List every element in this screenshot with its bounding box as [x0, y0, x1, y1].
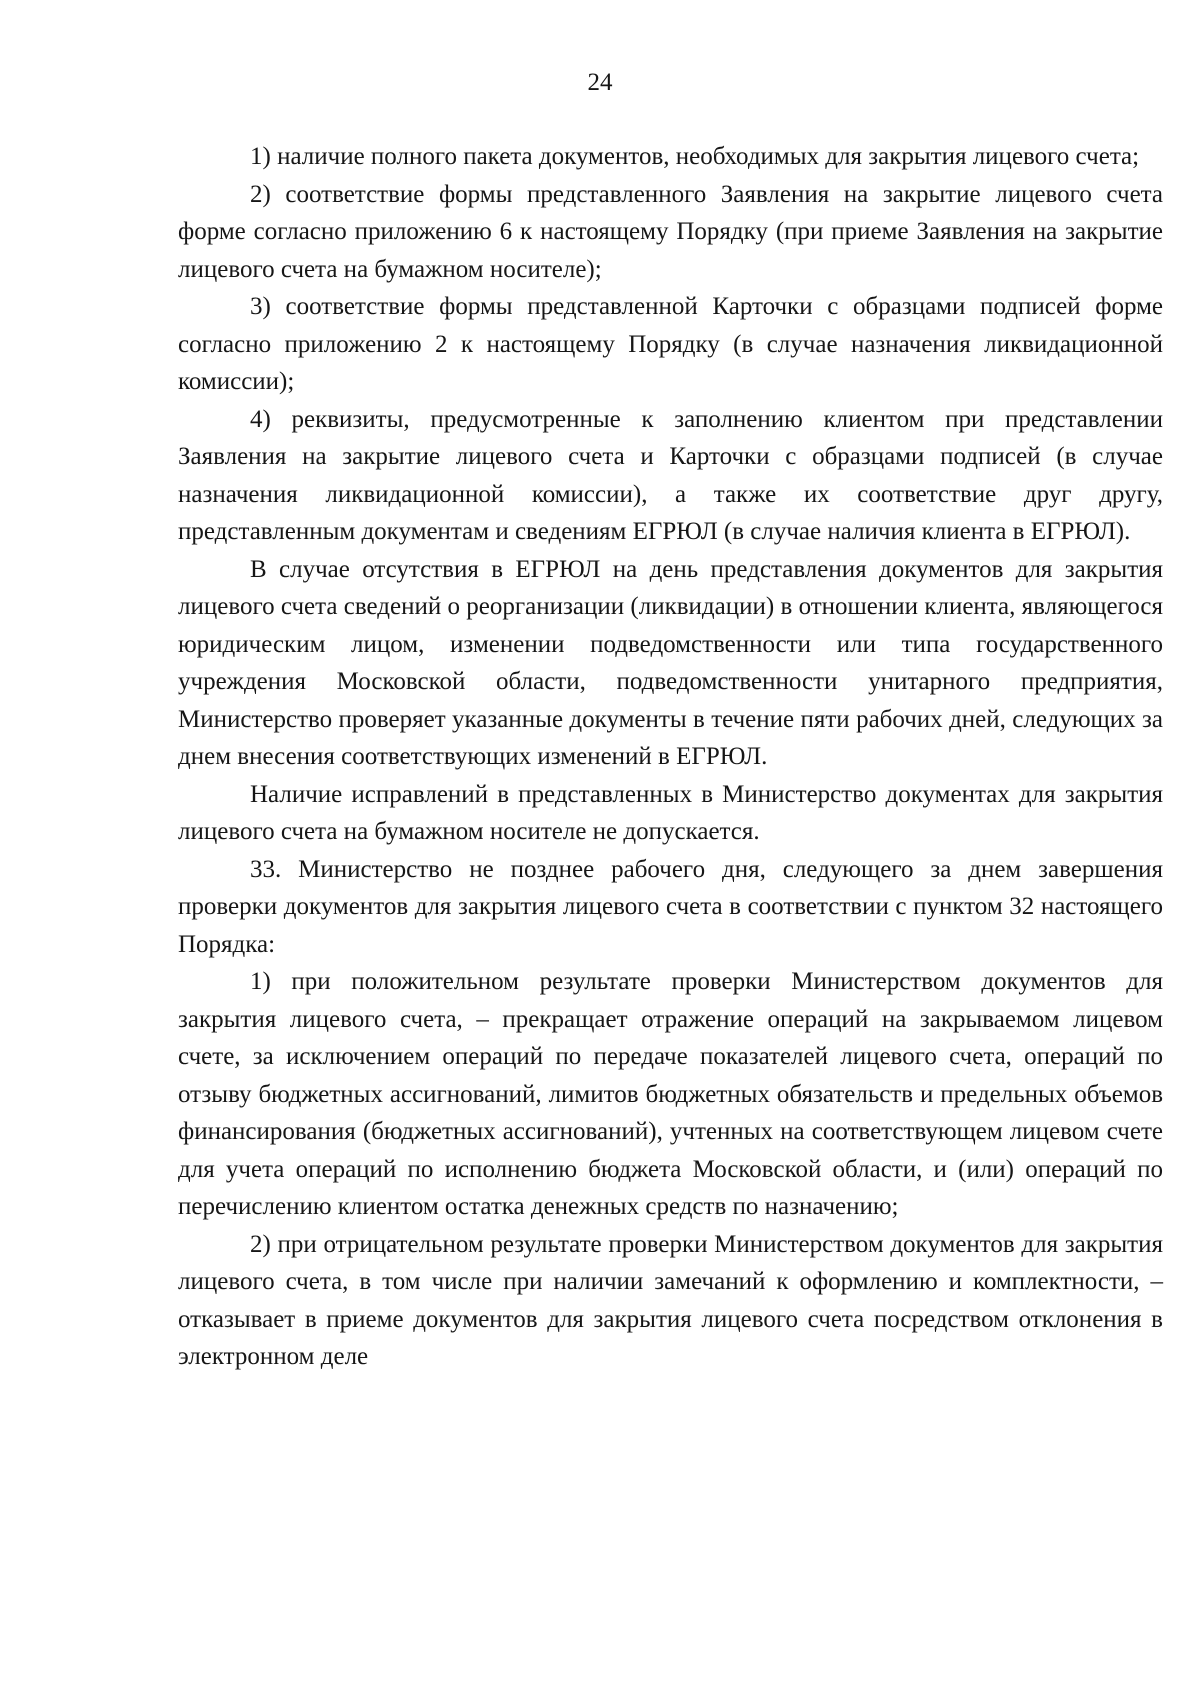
paragraph-corrections: Наличие исправлений в представленных в Министерство документах для закрытия лицевого счета на бумажном носителе не допускается. [178, 780, 1163, 845]
page-number: 24 [587, 69, 613, 96]
document-body [178, 138, 1163, 1376]
paragraph-item-4: 4) реквизиты, предусмотренные к заполнению клиентом при представлении Заявления на закрытие лицевого счета и Карточки с образцами подписей (в случае назначения ликвидационной комиссии), а также их соответствие друг другу, представленным документам и сведениям ЕГРЮЛ (в случае наличия клиента в ЕГРЮЛ). [178, 405, 1163, 545]
paragraph-item-3: 3) соответствие формы представленной Карточки с образцами подписей форме согласно приложению 2 к настоящему Порядку (в случае назначения ликвидационной комиссии); [178, 293, 1163, 395]
paragraph-positive-result: 1) при положительном результате проверки Министерством документов для закрытия лицевого счета, – прекращает отражение операций на закрываемом лицевом счете, за исключением операций по передаче показателей лицевого счета, операций по отзыву бюджетных ассигнований, лимитов бюджетных обязательств и предельных объемов финансирования (бюджетных ассигнований), учтенных на соответствующем лицевом счете для учета операций по исполнению бюджета Московской области, и (или) операций по перечислению клиентом остатка денежных средств по назначению; [178, 968, 1163, 1220]
paragraph-egrul-absence: В случае отсутствия в ЕГРЮЛ на день представления документов для закрытия лицевого счета сведений о реорганизации (ликвидации) в отношении клиента, являющегося юридическим лицом, изменении подведомственности или типа государственного учреждения Московской области, подведомственности унитарного предприятия, Министерство проверяет указанные документы в течение пяти рабочих дней, следующих за днем внесения соответствующих изменений в ЕГРЮЛ. [178, 555, 1163, 770]
paragraph-clause-33: 33. Министерство не позднее рабочего дня, следующего за днем завершения проверки документов для закрытия лицевого счета в соответствии с пунктом 32 настоящего Порядка: [178, 855, 1163, 958]
paragraph-negative-result: 2) при отрицательном результате проверки Министерством документов для закрытия лицевого счета, в том числе при наличии замечаний к оформлению и комплектности, – отказывает в приеме документов для закрытия лицевого счета посредством отклонения в электронном деле [178, 1230, 1163, 1370]
paragraph-item-2: 2) соответствие формы представленного Заявления на закрытие лицевого счета форме согласно приложению 6 к настоящему Порядку (при приеме Заявления на закрытие лицевого счета на бумажном носителе); [178, 180, 1163, 283]
paragraph-item-1: 1) наличие полного пакета документов, необходимых для закрытия лицевого счета; [250, 143, 1140, 170]
